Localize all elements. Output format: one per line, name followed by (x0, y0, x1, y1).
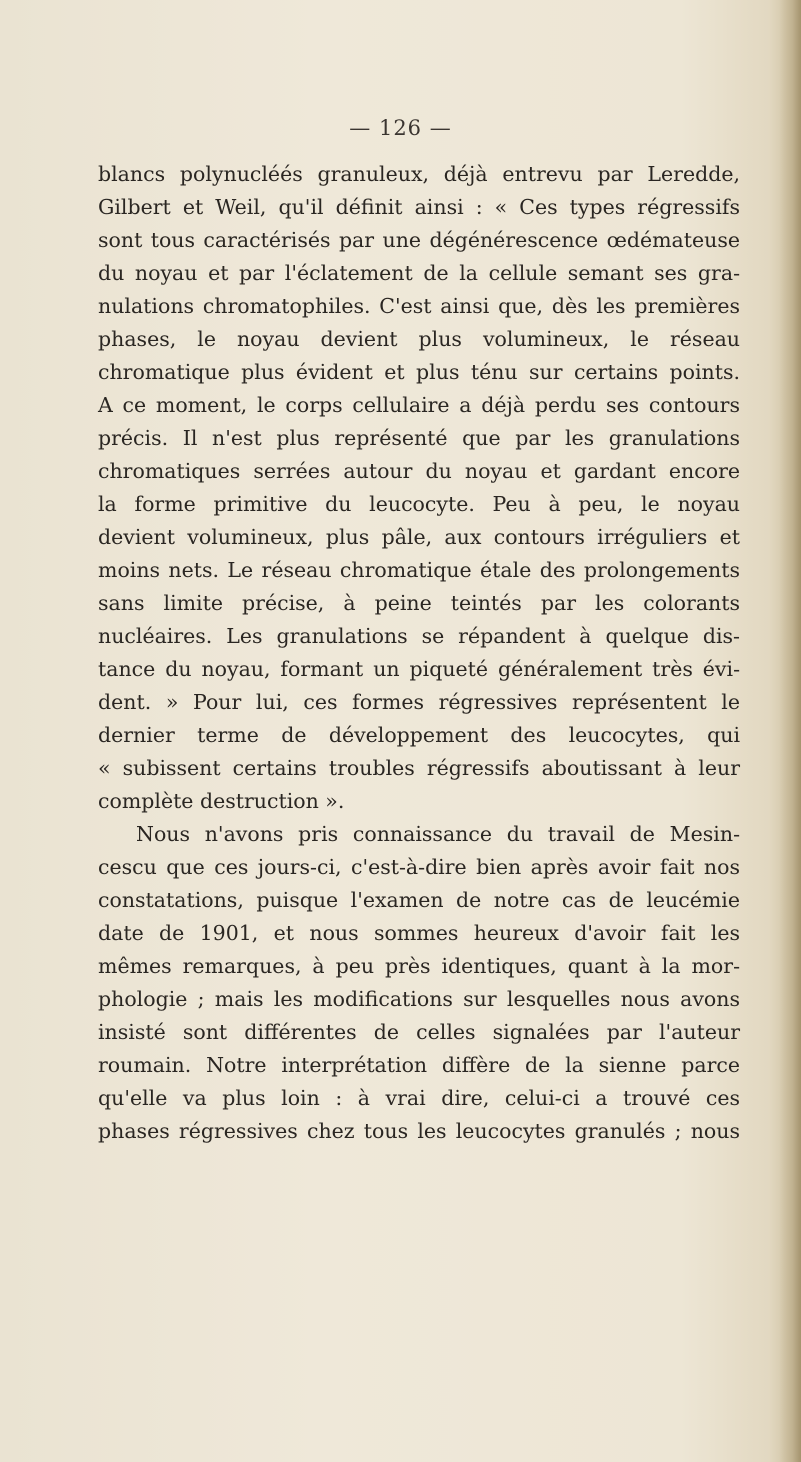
page-edge-shadow (779, 0, 801, 1462)
text-line: phases, le noyau devient plus volumineux, le réseau (98, 327, 740, 351)
text-line: complète destruction ». (98, 789, 345, 813)
text-line: tance du noyau, formant un piqueté généralement très évi- (98, 657, 740, 681)
text-line: devient volumineux, plus pâle, aux contours irréguliers et (98, 525, 740, 549)
text-line: Gilbert et Weil, qu'il définit ainsi : « Ces types régressifs (98, 195, 740, 219)
text-line: nucléaires. Les granulations se répandent à quelque dis- (98, 624, 740, 648)
text-line: dent. » Pour lui, ces formes régressives représentent le (98, 690, 740, 714)
text-line: chromatiques serrées autour du noyau et gardant encore (98, 459, 740, 483)
text-line: qu'elle va plus loin : à vrai dire, celui-ci a trouvé ces (98, 1086, 740, 1110)
page-number: — 126 — (349, 116, 452, 140)
text-line: cescu que ces jours-ci, c'est-à-dire bien après avoir fait nos (98, 855, 740, 879)
text-line: insisté sont différentes de celles signalées par l'auteur (98, 1020, 740, 1044)
text-line: A ce moment, le corps cellulaire a déjà perdu ses contours (98, 393, 740, 417)
text-line: précis. Il n'est plus représenté que par les granulations (98, 426, 740, 450)
paragraph-1 (98, 158, 740, 818)
text-line: blancs polynucléés granuleux, déjà entrevu par Leredde, (98, 162, 740, 186)
text-line: nulations chromatophiles. C'est ainsi que, dès les premières (98, 294, 740, 318)
text-line: date de 1901, et nous sommes heureux d'avoir fait les (98, 921, 740, 945)
paragraph-2 (98, 818, 740, 1148)
text-line: constatations, puisque l'examen de notre cas de leucémie (98, 888, 740, 912)
text-line: phologie ; mais les modifications sur lesquelles nous avons (98, 987, 740, 1011)
text-line: dernier terme de développement des leucocytes, qui (98, 723, 740, 747)
text-line: sans limite précise, à peine teintés par les colorants (98, 591, 740, 615)
text-line: la forme primitive du leucocyte. Peu à peu, le noyau (98, 492, 740, 516)
text-line: phases régressives chez tous les leucocytes granulés ; nous (98, 1119, 740, 1143)
text-line: du noyau et par l'éclatement de la cellule semant ses gra- (98, 261, 740, 285)
text-line: mêmes remarques, à peu près identiques, quant à la mor- (98, 954, 740, 978)
text-line: Nous n'avons pris connaissance du travail de Mesin- (136, 822, 740, 846)
text-line: « subissent certains troubles régressifs aboutissant à leur (98, 756, 740, 780)
body-text (98, 158, 740, 1148)
text-line: moins nets. Le réseau chromatique étale des prolongements (98, 558, 740, 582)
text-line: chromatique plus évident et plus ténu sur certains points. (98, 360, 740, 384)
text-line: sont tous caractérisés par une dégénérescence œdémateuse (98, 228, 740, 252)
text-line: roumain. Notre interprétation diffère de la sienne parce (98, 1053, 740, 1077)
